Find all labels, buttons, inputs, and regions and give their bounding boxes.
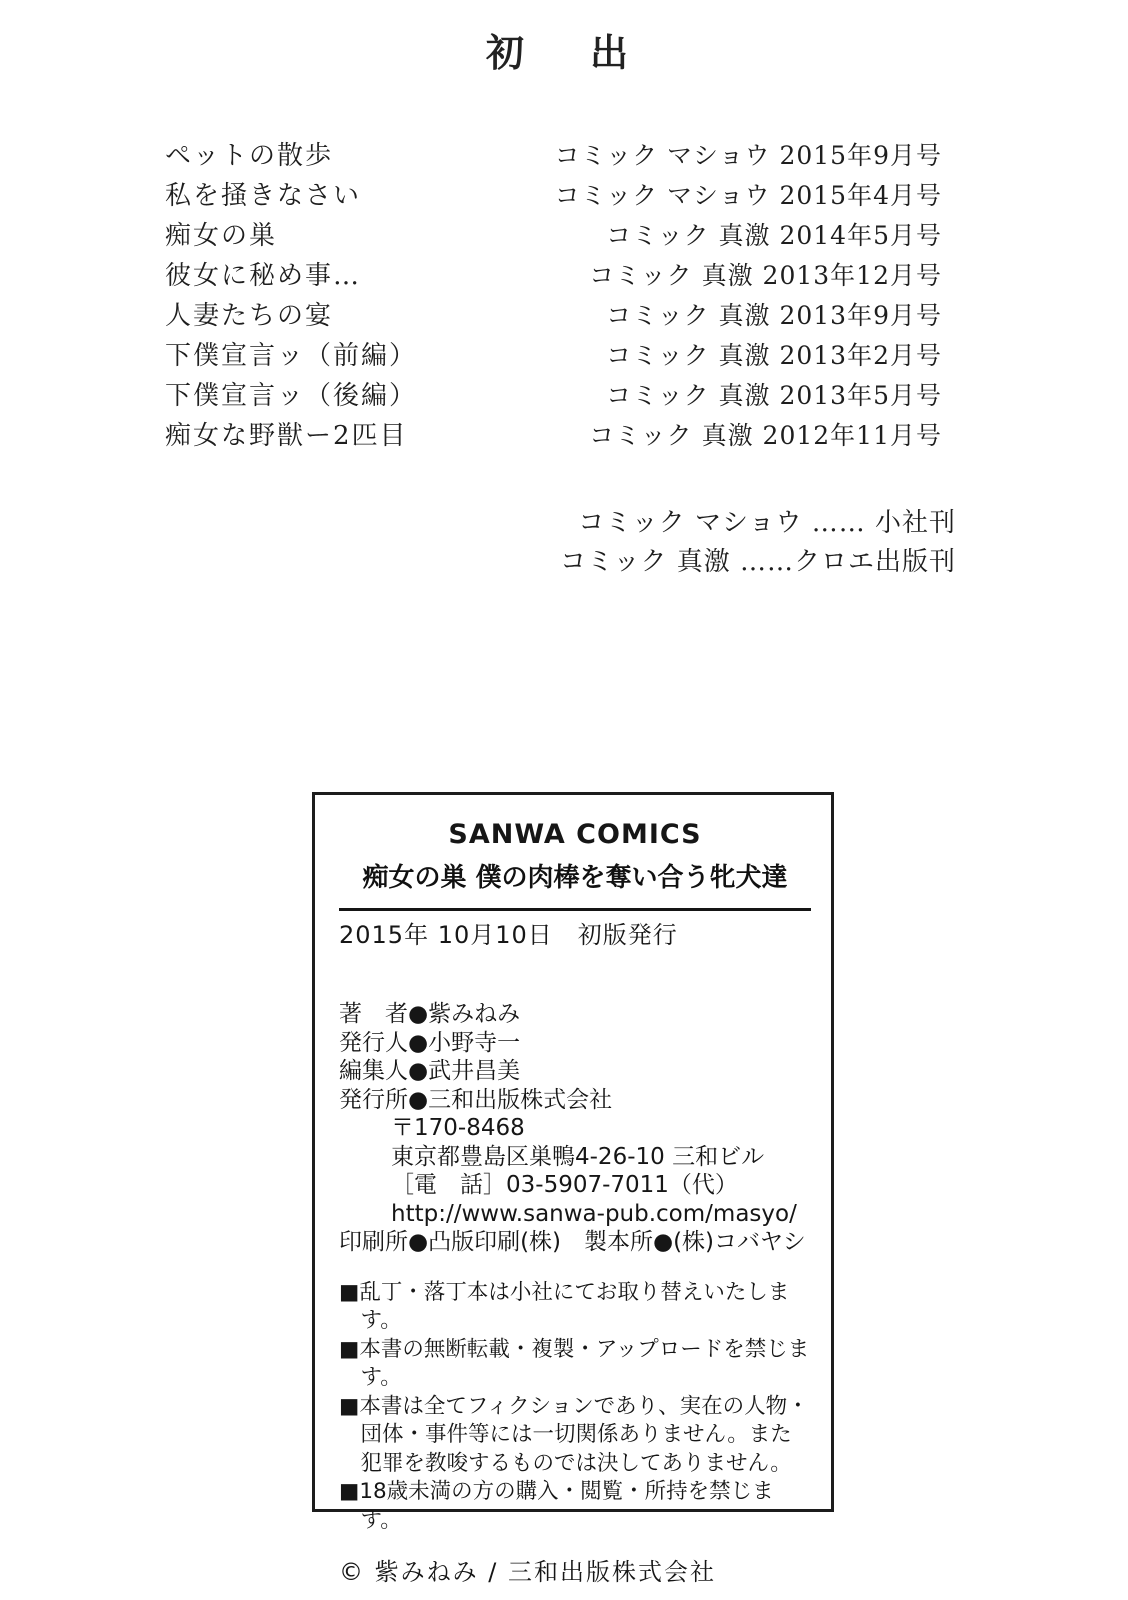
- chapter-source: コミック 真激 2013年9月号: [606, 301, 942, 330]
- publisher-company-line: 発行所●三和出版株式会社: [339, 1086, 613, 1113]
- chapter-title: 下僕宣言ッ（後編）: [165, 381, 418, 411]
- phone-number: ［電 話］03-5907-7011（代）: [391, 1172, 738, 1198]
- notice-item: ■本書の無断転載・複製・アップロードを禁じます。: [339, 1336, 810, 1390]
- chapter-title: 痴女な野獣ー2匹目: [165, 421, 408, 451]
- chapter-source: コミック 真激 2013年2月号: [606, 341, 942, 370]
- publication-row: [165, 375, 942, 415]
- publication-row: [165, 295, 942, 335]
- author-line: 著 者●紫みねみ: [339, 1001, 521, 1027]
- legal-notices: [339, 1279, 811, 1536]
- staff-block: [339, 1000, 811, 1257]
- colophon-box: [312, 792, 834, 1586]
- publisher-note: コミック マショウ …… 小社刊: [578, 508, 956, 538]
- publication-row: [165, 175, 942, 215]
- notice-item: ■本書は全てフィクションであり、実在の人物・団体・事件等には一切関係ありません。また犯罪を教唆するものでは決してありません。: [339, 1393, 809, 1476]
- chapter-title: 私を掻きなさい: [165, 181, 362, 211]
- chapter-source: コミック 真激 2014年5月号: [606, 221, 942, 250]
- publisher-notes: [560, 504, 956, 582]
- chapter-title: 痴女の巣: [165, 221, 278, 251]
- notice-item: ■18歳未満の方の購入・閲覧・所持を禁じます。: [339, 1479, 774, 1533]
- publication-list: [165, 135, 942, 455]
- book-title: 痴女の巣 僕の肉棒を奪い合う牝犬達: [362, 863, 788, 893]
- notice-item: ■乱丁・落丁本は小社にてお取り替えいたします。: [339, 1279, 790, 1333]
- edition-date: 2015年 10月10日 初版発行: [339, 921, 678, 949]
- postal-code: 〒170-8468: [391, 1115, 525, 1141]
- publisher-person-line: 発行人●小野寺一: [339, 1029, 521, 1056]
- chapter-title: 彼女に秘め事…: [165, 261, 362, 291]
- publication-row: [165, 135, 942, 175]
- publication-row: [165, 215, 942, 255]
- chapter-source: コミック 真激 2012年11月号: [589, 421, 942, 450]
- imprint-brand: SANWA COMICS: [448, 819, 702, 850]
- copyright-line: © 紫みねみ / 三和出版株式会社: [339, 1558, 716, 1586]
- street-address: 東京都豊島区巣鴨4-26-10 三和ビル: [391, 1143, 765, 1170]
- chapter-title: ペットの散歩: [165, 141, 334, 171]
- publication-row: [165, 415, 942, 455]
- address-block: [391, 1114, 811, 1228]
- title-rule: [339, 908, 811, 911]
- chapter-source: コミック 真激 2013年12月号: [589, 261, 942, 290]
- chapter-source: コミック マショウ 2015年4月号: [554, 181, 942, 210]
- chapter-title: 下僕宣言ッ（前編）: [165, 341, 418, 371]
- editor-line: 編集人●武井昌美: [339, 1058, 521, 1084]
- printing-binding-line: 印刷所●凸版印刷(株) 製本所●(株)コバヤシ: [339, 1229, 806, 1255]
- chapter-source: コミック マショウ 2015年9月号: [554, 141, 942, 170]
- page-title: 初 出: [485, 30, 642, 75]
- publication-row: [165, 255, 942, 295]
- chapter-title: 人妻たちの宴: [165, 301, 334, 331]
- website-url: http://www.sanwa-pub.com/masyo/: [391, 1200, 797, 1227]
- publication-row: [165, 335, 942, 375]
- publisher-note: コミック 真激 ……クロエ出版刊: [559, 547, 956, 577]
- chapter-source: コミック 真激 2013年5月号: [606, 381, 942, 410]
